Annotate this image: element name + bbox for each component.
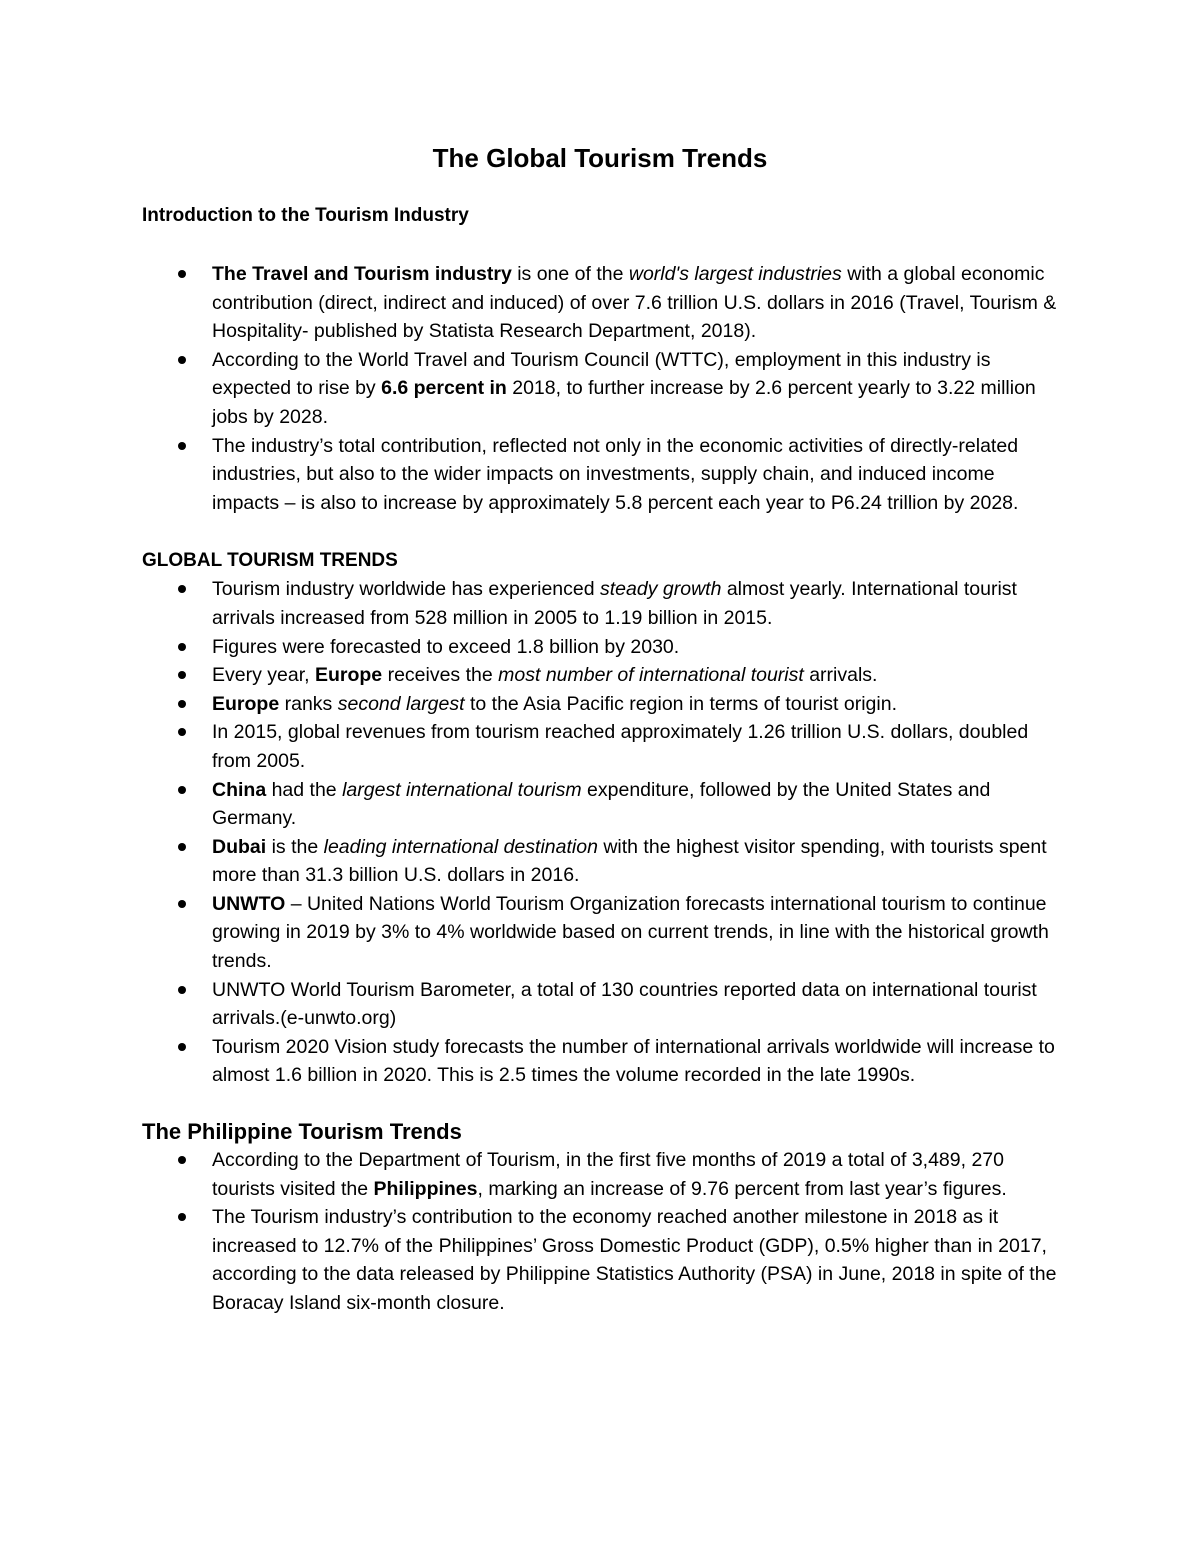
text-segment: UNWTO World Tourism Barometer, a total of 130 countries reported data on international tourist arrivals.(e-unwto.org): [212, 978, 1037, 1030]
bullet-icon: [178, 986, 186, 994]
bullet-list: [142, 260, 1062, 517]
text-segment: is the: [266, 835, 324, 858]
bullet-icon: [178, 585, 186, 593]
bullet-icon: [178, 1043, 186, 1051]
text-segment: The industry’s total contribution, reflected not only in the economic activities of directly-related industries, but also to the wider impacts on investments, supply chain, and induced income impacts – is also to increase by approximately 5.8 percent each year to P6.24 trillion by 2028.: [212, 434, 1019, 514]
bullet-icon: [178, 643, 186, 651]
list-item: [212, 976, 1062, 1033]
bullet-icon: [178, 728, 186, 736]
text-segment: 6.6 percent in: [381, 377, 507, 400]
text-segment: , marking an increase of 9.76 percent from last year’s figures.: [477, 1177, 1007, 1200]
list-item: [212, 661, 1062, 690]
text-segment: to the Asia Pacific region in terms of tourist origin.: [464, 692, 897, 715]
text-segment: Tourism industry worldwide has experienced: [212, 578, 601, 601]
bullet-icon: [178, 1213, 186, 1221]
bullet-icon: [178, 786, 186, 794]
text-segment: ranks: [279, 692, 338, 715]
text-segment: Europe: [212, 692, 280, 715]
text-segment: expenditure, followed by the United States and Germany.: [212, 778, 991, 830]
bullet-list: [142, 575, 1062, 1090]
text-segment: steady growth: [600, 578, 722, 601]
bullet-icon: [178, 442, 186, 450]
bullet-icon: [178, 671, 186, 679]
list-item: [212, 346, 1062, 432]
text-segment: leading international destination: [323, 835, 598, 858]
section-heading: The Philippine Tourism Trends: [142, 1119, 462, 1145]
section-global-trends: [142, 547, 1062, 1090]
bullet-icon: [178, 700, 186, 708]
text-segment: According to the World Travel and Tourism Council (WTTC), employment in this industry is expected to rise by: [212, 348, 991, 400]
section-heading: GLOBAL TOURISM TRENDS: [142, 550, 398, 572]
text-segment: According to the Department of Tourism, in the first five months of 2019 a total of 3,489, 270 tourists visited the: [212, 1149, 1004, 1200]
section-philippine-trends: [142, 1118, 1062, 1318]
text-segment: Figures were forecasted to exceed 1.8 billion by 2030.: [212, 635, 680, 658]
text-segment: had the: [266, 778, 343, 801]
text-segment: The Tourism industry’s contribution to the economy reached another milestone in 2018 as it increased to 12.7% of the Philippines’ Gross Domestic Product (GDP), 0.5% higher than in 2017, according to the data released by Philippine Statistics Authority (PSA) in June, 2018 in spite of the Boracay Island six-month closure.: [212, 1206, 1057, 1314]
text-segment: China: [212, 778, 267, 801]
list-item: [212, 1203, 1062, 1317]
document-page: [142, 140, 1062, 1318]
list-item: [212, 432, 1062, 518]
text-segment: second largest: [337, 692, 465, 715]
bullet-list: [142, 1146, 1062, 1318]
text-segment: Europe: [314, 664, 383, 687]
text-segment: 2018, to further increase by 2.6 percent yearly to 3.22 million jobs by 2028.: [212, 377, 1036, 428]
text-segment: with the highest visitor spending, with tourists spent more than 31.3 billion U.S. dollars in 2016.: [212, 835, 1047, 887]
section-introduction: [142, 202, 1062, 517]
list-item: [212, 575, 1062, 632]
bullet-icon: [178, 270, 186, 278]
text-segment: world's largest industries: [628, 263, 842, 285]
text-segment: The Travel and Tourism industry: [212, 263, 512, 285]
list-item: [212, 633, 1062, 662]
text-segment: is one of the: [511, 263, 629, 285]
bullet-icon: [178, 1156, 186, 1164]
text-segment: Every year,: [212, 664, 315, 687]
list-item: [212, 690, 1062, 719]
bullet-icon: [178, 900, 186, 908]
text-segment: almost yearly. International tourist arrivals increased from 528 million in 2005 to 1.19 billion in 2015.: [212, 578, 1017, 629]
list-item: [212, 1033, 1062, 1090]
list-item: [212, 1146, 1062, 1203]
text-segment: arrivals.: [803, 664, 878, 687]
text-segment: Philippines: [373, 1177, 478, 1200]
text-segment: In 2015, global revenues from tourism reached approximately 1.26 trillion U.S. dollars, doubled from 2005.: [212, 721, 1029, 772]
text-segment: – United Nations World Tourism Organization forecasts international tourism to continue growing in 2019 by 3% to 4% worldwide based on current trends, in line with the historical growth trends.: [212, 892, 1049, 973]
list-item: [212, 890, 1062, 976]
section-heading: Introduction to the Tourism Industry: [142, 205, 469, 226]
text-segment: Dubai: [212, 835, 267, 858]
list-item: [212, 260, 1062, 346]
text-segment: receives the: [382, 664, 499, 687]
list-item: [212, 776, 1062, 833]
text-segment: Tourism 2020 Vision study forecasts the number of international arrivals worldwide will increase to almost 1.6 billion in 2020. This is 2.5 times the volume recorded in the late 1990s.: [212, 1035, 1055, 1087]
bullet-icon: [178, 843, 186, 851]
text-segment: UNWTO: [212, 892, 286, 915]
document-title: The Global Tourism Trends: [432, 143, 768, 173]
list-item: [212, 833, 1062, 890]
bullet-icon: [178, 356, 186, 364]
list-item: [212, 718, 1062, 775]
text-segment: largest international tourism: [342, 778, 582, 801]
text-segment: with a global economic contribution (direct, indirect and induced) of over 7.6 trillion U.S. dollars in 2016 (Travel, Tourism & Hospitality- published by Statista Research Department, 2018).: [212, 263, 1057, 343]
text-segment: most number of international tourist: [498, 664, 804, 687]
